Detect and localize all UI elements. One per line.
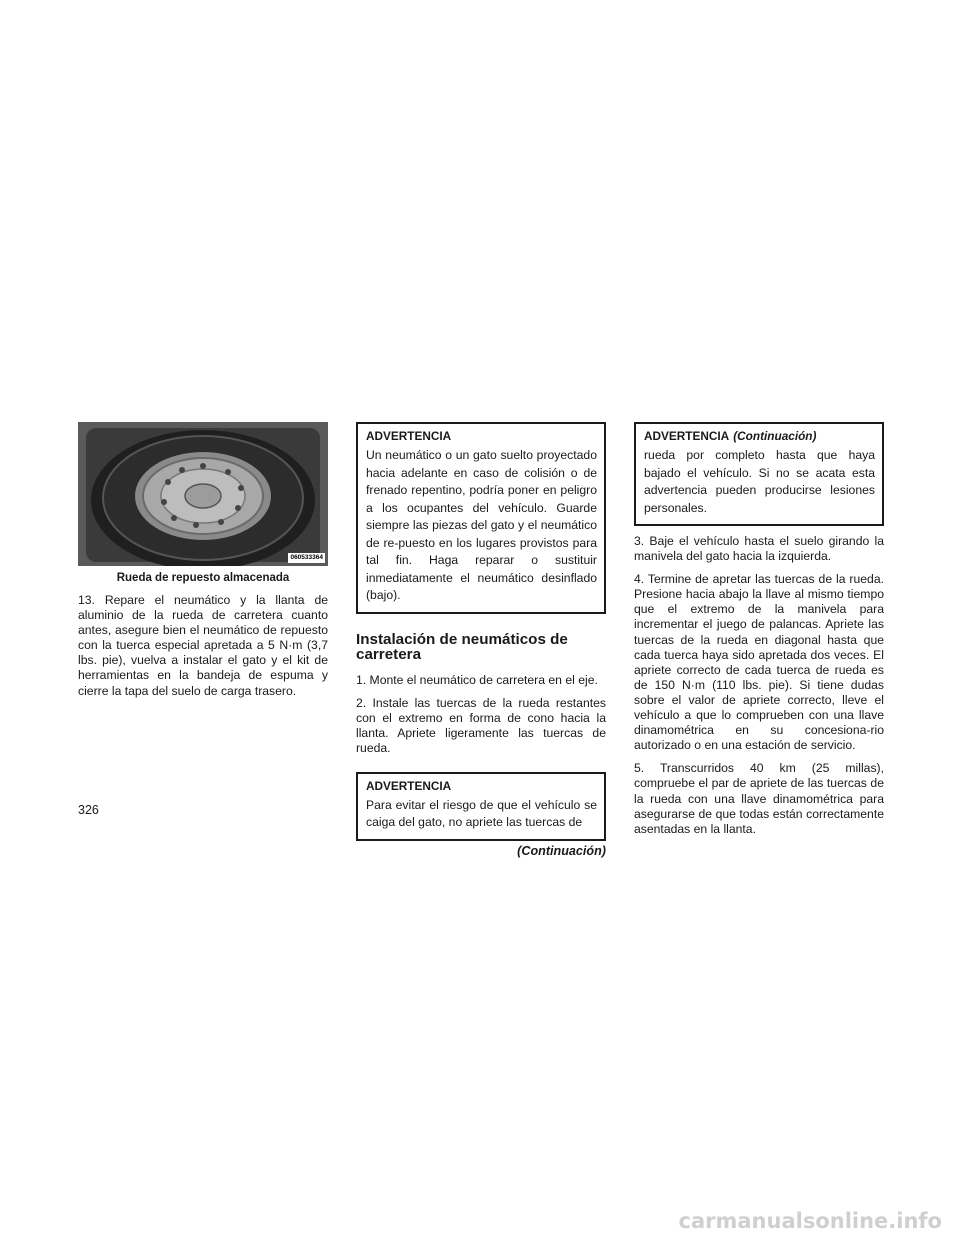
step-2: 2. Instale las tuercas de la rueda restantes con el extremo en forma de cono hacia la llanta. Apriete ligeramente las tuercas de rueda. (356, 695, 606, 755)
warning-box-1 (356, 422, 606, 614)
section-heading: Instalación de neumáticos de carretera (356, 630, 568, 663)
paragraph-step-13: 13. Repare el neumático y la llanta de aluminio de la rueda de carretera cuanto antes, asegure bien el neumático de repuesto con la tuerca especial apretada a 5 N·m (3,7 lbs. pie), vuelva a instalar el gato y el kit de herramientas en la bandeja de espuma y cierre la tapa del suelo de carga trasero. (78, 593, 328, 698)
step-3: 3. Baje el vehículo hasta el suelo girando la manivela del gato hacia la izquierda. (634, 534, 884, 564)
warning-text: Para evitar el riesgo de que el vehículo se caiga del gato, no apriete las tuercas de (366, 797, 597, 830)
step-1: 1. Monte el neumático de carretera en el eje. (356, 672, 598, 687)
warning-title: ADVERTENCIA (366, 429, 452, 443)
watermark-logo: carmanualsonline.info (678, 1209, 942, 1233)
right-column (634, 422, 884, 837)
warning-title: ADVERTENCIA (366, 778, 452, 793)
step-5: 5. Transcurridos 40 km (25 millas), compruebe el par de apriete de las tuercas de la rueda con una llave dinamométrica para asegurarse de que todas están correctamente asentadas en la llanta. (634, 761, 884, 836)
warning-title-text: ADVERTENCIA (644, 429, 730, 443)
step-4: 4. Termine de apretar las tuercas de la rueda. Presione hacia abajo la llave al mismo tiempo que el extremo de la manivela para incrementar el juego de palancas. Apriete las tuercas de la rueda en diagonal hasta que cada tuerca haya sido apretada dos veces. El apriete correcto de cada tuerca de rueda es de 150 N·m (110 lbs. pie). Si tiene dudas sobre el valor de apriete correcto, lleve el vehículo a que lo comprueben con una llave dinamométrica en su concesiona-rio autorizado o en una estación de servicio. (634, 572, 884, 753)
figure-caption: Rueda de repuesto almacenada (116, 572, 290, 584)
figure-code: 060533364 (290, 554, 323, 561)
spare-tire-illustration (78, 422, 328, 566)
warning-title-continued: (Continuación) (733, 429, 817, 443)
page-number: 326 (78, 803, 99, 817)
middle-column (356, 422, 606, 858)
warning-text: Un neumático o un gato suelto proyectado hacia adelante en caso de colisión o de frenado repentino, podría poner en peligro a los ocupantes del vehículo. Guarde siempre las piezas del gato y el neumático de re-puesto en los lugares provistos para tal fin. Haga reparar o sustituir inmediatamente el neumático desinflado (bajo). (366, 448, 597, 602)
warning-box-2 (356, 772, 606, 841)
left-column (78, 422, 328, 699)
warning-title (644, 429, 875, 443)
warning-box-continued (634, 422, 884, 526)
warning-text: rueda por completo hasta que haya bajado el vehículo. Si no se acata esta advertencia pueden producirse lesiones personales. (644, 448, 875, 515)
spare-tire-photo (78, 422, 328, 566)
continued-label: (Continuación) (517, 843, 606, 858)
